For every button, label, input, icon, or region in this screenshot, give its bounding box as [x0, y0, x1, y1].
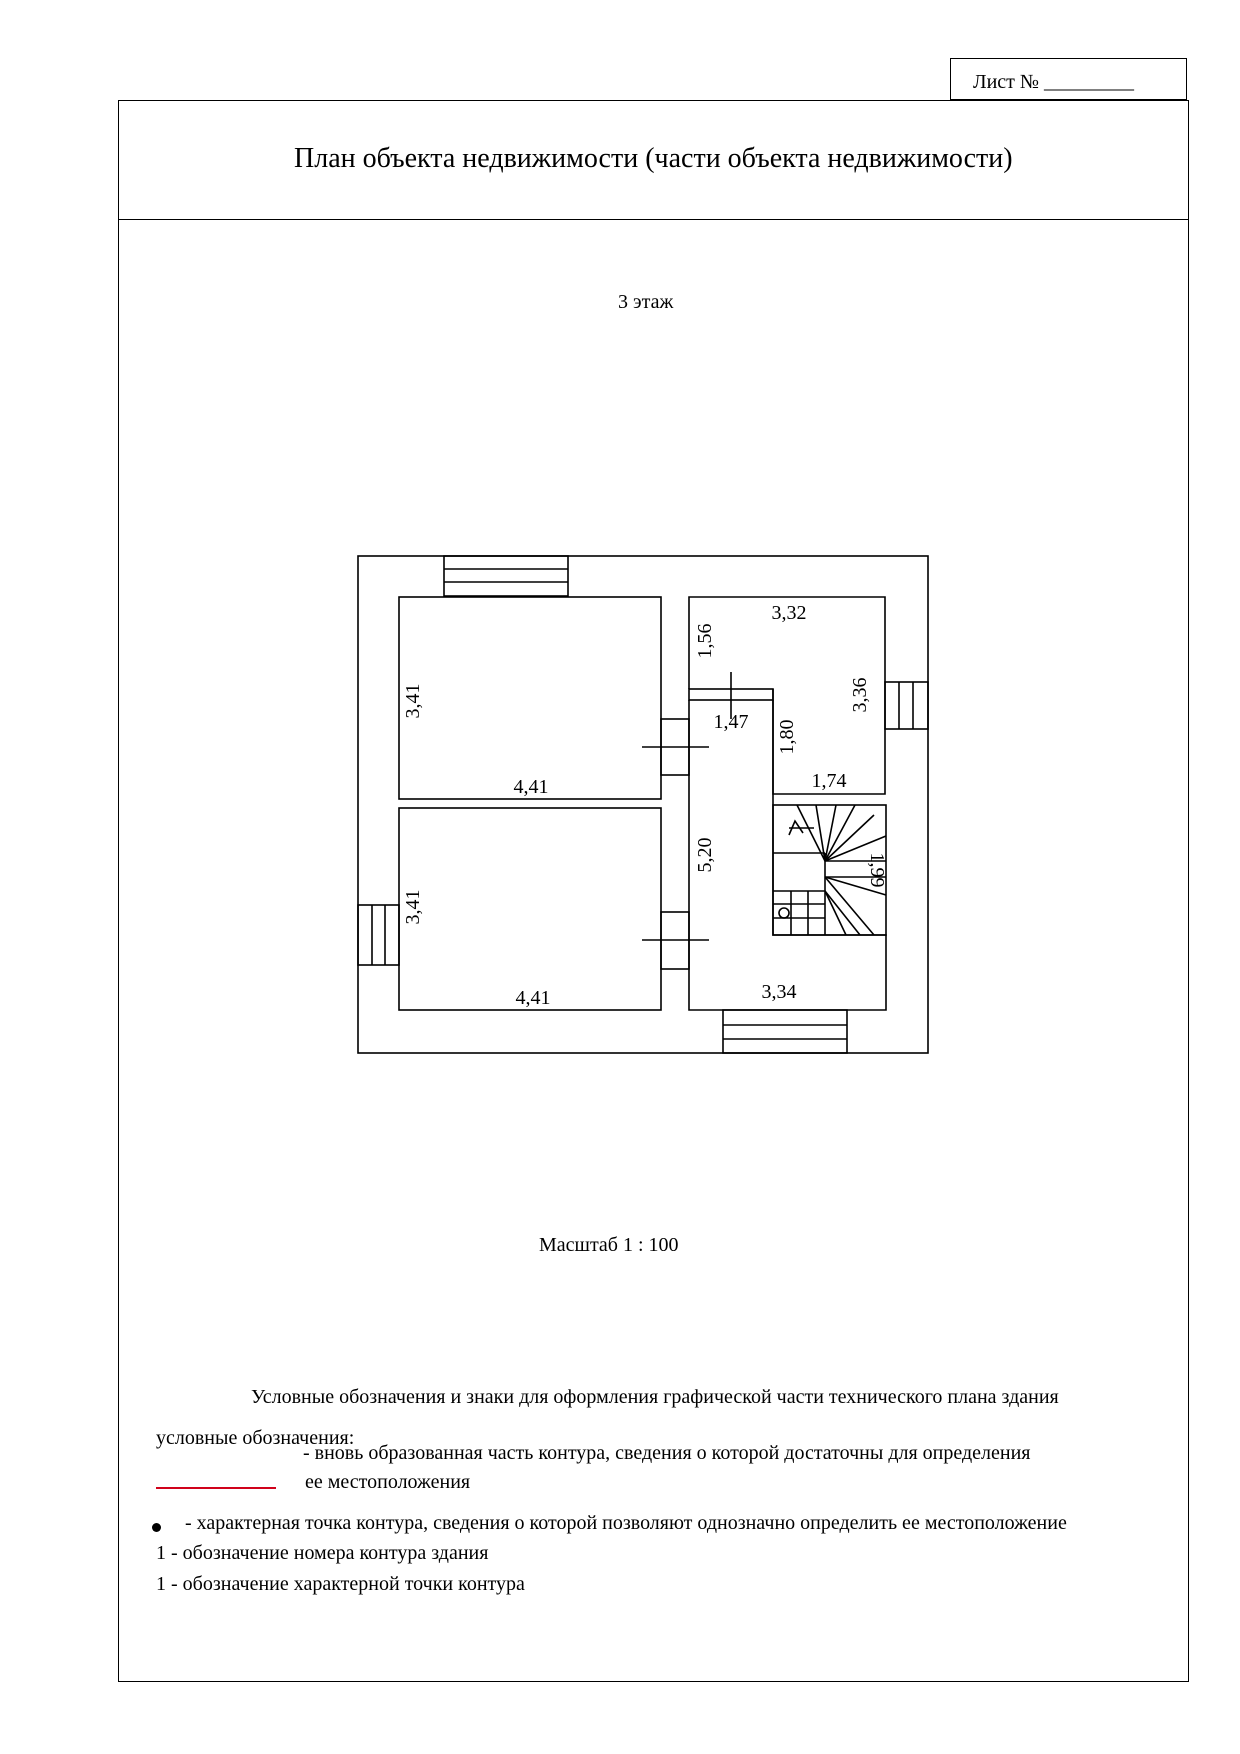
page-title: План объекта недвижимости (части объекта недвижимости) [294, 143, 1013, 174]
scale-label: Масштаб 1 : 100 [539, 1234, 679, 1256]
dim-ne-right: 3,36 [849, 677, 871, 713]
dim-room-2-width: 4,41 [515, 987, 551, 1009]
window-left [358, 905, 399, 965]
dim-ne-left: 1,56 [694, 623, 716, 659]
dim-room-2-height: 3,41 [402, 889, 424, 925]
floor-label: 3 этаж [618, 291, 674, 313]
room-1 [399, 597, 661, 799]
dim-ne-bottom: 1,74 [811, 770, 847, 792]
sheet-number-label: Лист № _________ [973, 71, 1134, 93]
dim-corridor-height: 5,20 [694, 837, 716, 873]
room-2 [399, 808, 661, 1010]
stair-start-marker [779, 908, 789, 918]
window-right [885, 682, 928, 729]
dim-ne-top: 3,32 [771, 602, 807, 624]
legend-point-text: - характерная точка контура, сведения о которой позволяют однозначно определить ее местоположение [185, 1512, 1067, 1534]
window-top [444, 556, 568, 596]
dim-corridor-bottom: 3,34 [761, 981, 797, 1003]
legend-point-dot [152, 1523, 161, 1532]
document-frame [118, 100, 1189, 1682]
dim-room-1-width: 4,41 [513, 776, 549, 798]
window-bottom [723, 1010, 847, 1053]
legend-new-contour-text-2: ее местоположения [305, 1471, 471, 1493]
legend-new-contour-text: - вновь образованная часть контура, сведения о которой достаточны для определения [303, 1442, 1031, 1464]
legend-contour-number-text: 1 - обозначение номера контура здания [156, 1542, 489, 1564]
plan-walls [358, 556, 928, 1053]
dim-ne-inner: 1,80 [776, 719, 798, 755]
sheet-number-box [950, 58, 1187, 100]
dim-stair-height: 1,99 [866, 852, 888, 888]
dim-room-1-height: 3,41 [402, 683, 424, 719]
legend-point-number-text: 1 - обозначение характерной точки контура [156, 1573, 525, 1595]
legend-red-line [156, 1487, 276, 1489]
legend-subheading: условные обозначения: [156, 1427, 355, 1449]
legend-heading: Условные обозначения и знаки для оформления графической части технического плана здания [251, 1386, 1059, 1408]
dim-ne-passage: 1,47 [713, 711, 749, 733]
